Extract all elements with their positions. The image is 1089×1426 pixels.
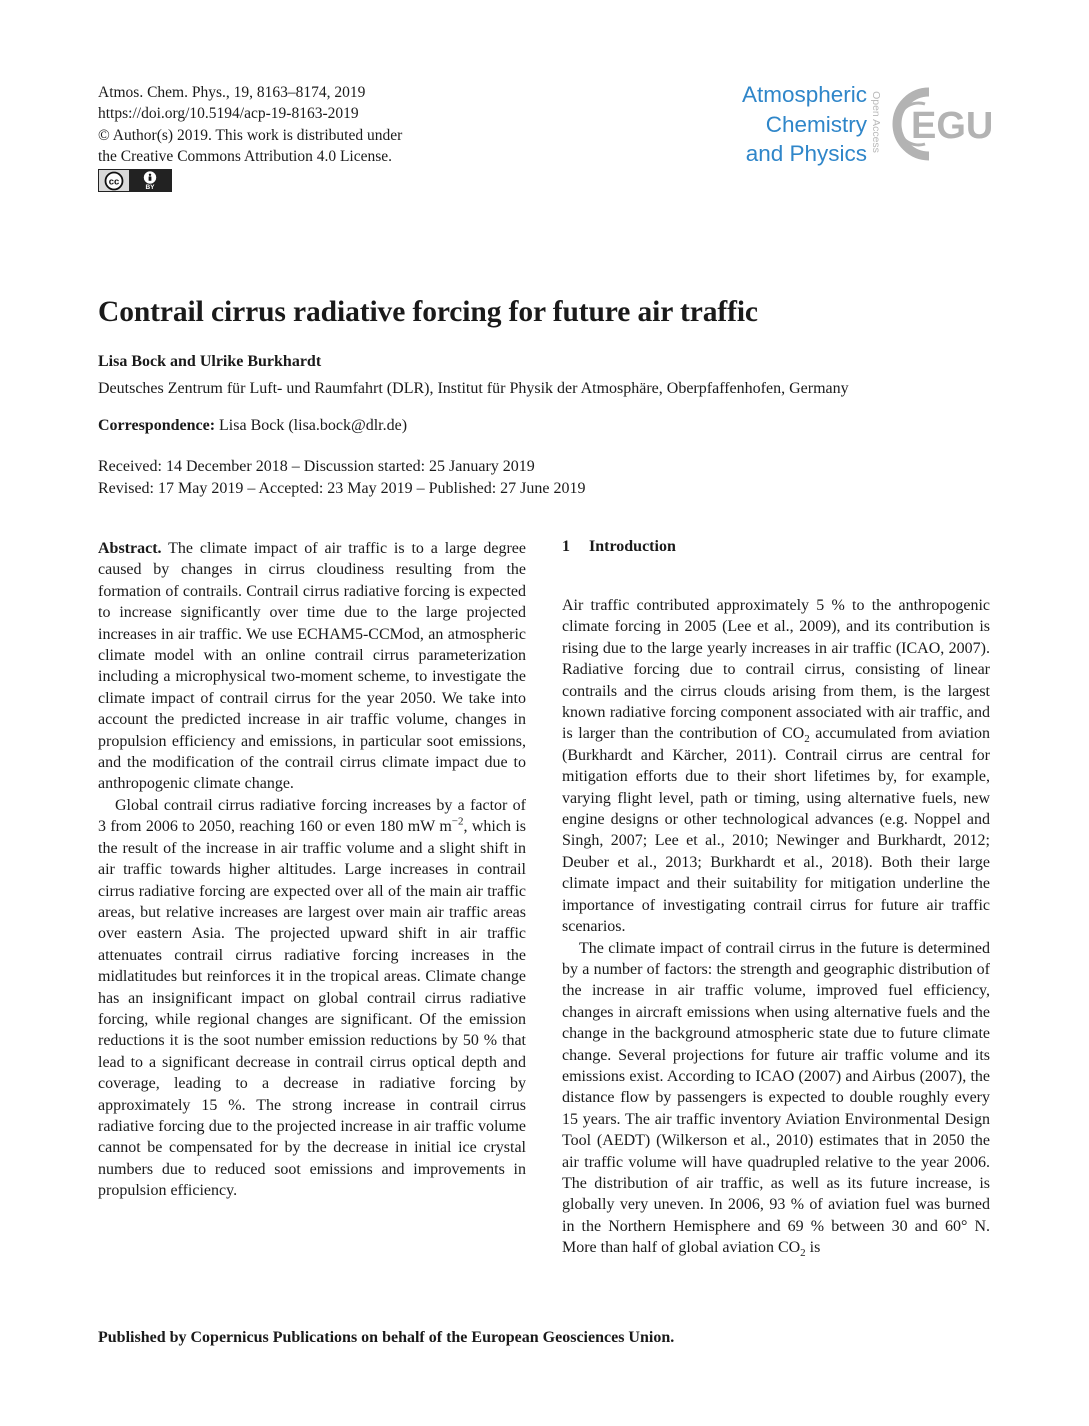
license-line: the Creative Commons Attribution 4.0 License. [98, 147, 393, 165]
by-label: BY [145, 183, 155, 191]
intro-paragraph-2: The climate impact of contrail cirrus in the future is determined by a number of factors: the strength and geographic distribution of the increase in air traffic volume, improved fuel efficiency, changes in aircraft emissions when using alternative fuels and the change in the background atmospheric state due to future climate change. Several projections for future air traffic volume and its emissions exist. According to ICAO (2007) and Airbus (2007), the distance flow by passengers is expected to double roughly every 15 years. The air traffic inventory Aviation Environmental Design Tool (AEDT) (Wilkerson et al., 2010) estimates that in 2050 the air traffic volume will have quadrupled relative to the year 2006. The distribution of air traffic, as well as its future increase, is globally very uneven. In 2006, 93 % of aviation fuel was burned in the Northern Hemisphere and 69 % between 30 and 60° N. More than half of global aviation $CO_2$ is [562, 939, 990, 1260]
abstract-label: Abstract. [98, 540, 162, 557]
open-access-label: Open Access [870, 91, 882, 153]
author-list: Lisa Bock and Ulrike Burkhardt [98, 353, 322, 370]
svg-text:cc: cc [108, 176, 120, 188]
intro-paragraph-1: Air traffic contributed approximately 5 % to the anthropogenic climate forcing in 2005 (Lee et al., 2009), and its contribution is rising due to the large yearly increases in air traffic (ICAO, 2007). Radiative forcing due to contrail cirrus, consisting of linear contrails and the cirrus clouds arising from them, is the largest known radiative forcing component associated with air traffic, and is larger than the contribution of $CO_2$ accumulated from aviation (Burkhardt and Kärcher, 2011). Contrail cirrus are central for mitigation efforts due to their short lifetimes by, for example, varying flight level, path or timing, using alternative fuels, new engine designs or other technological advances (e.g. Noppel and Singh, 2007; Lee et al., 2010; Newinger and Burkhardt, 2012; Deuber et al., 2013; Burkhardt et al., 2018). Both their large climate impact and their suitability for mitigation underline the importance of investigating contrail cirrus for future air traffic scenarios. [562, 597, 991, 936]
journal-name [742, 80, 867, 169]
section-number: 1 [562, 538, 570, 555]
doi-link[interactable]: https://doi.org/10.5194/acp-19-8163-2019 [98, 105, 359, 123]
introduction-body [562, 595, 990, 1259]
citation-block [98, 82, 402, 167]
by-attribution-icon [129, 170, 171, 191]
cc-by-license-badge[interactable] [98, 169, 172, 192]
correspondence-label: Correspondence: [98, 417, 216, 434]
affiliation: Deutsches Zentrum für Luft- und Raumfahrt (DLR), Institut für Physik der Atmosphäre, Oberpfaffenhofen, Germany [98, 380, 849, 397]
revised-dates: Revised: 17 May 2019 – Accepted: 23 May 2019 – Published: 27 June 2019 [98, 480, 586, 497]
publication-dates [98, 456, 586, 500]
copyright-line: © Author(s) 2019. This work is distributed under [98, 126, 403, 144]
received-dates: Received: 14 December 2018 – Discussion started: 25 January 2019 [98, 458, 535, 475]
journal-citation: Atmos. Chem. Phys., 19, 8163–8174, 2019 [98, 84, 366, 101]
section-heading-introduction [562, 538, 676, 556]
journal-name-line1: Atmospheric [741, 82, 867, 107]
abstract-paragraph-2: Global contrail cirrus radiative forcing increases by a factor of 3 from 2006 to 2050, reaching 160 or even 180 mW $m^{-2}$, which is the result of the increase in air traffic volume and a slight shift in air traffic towards higher altitudes. Large increases in contrail cirrus radiative forcing are expected over all of the main air traffic areas, but relative increases are largest over main air traffic areas over eastern Asia. The projected upward shift in air traffic attenuates contrail cirrus radiative forcing increases in the midlatitudes but reinforces it in the tropical areas. Climate change has an insignificant impact on global contrail cirrus radiative forcing, while regional changes are significant. Of the emission reductions it is the soot number emission reductions by 50 % that lead to a significant decrease in contrail cirrus optical depth and coverage, leading to a decrease in radiative forcing by approximately 15 %. The strong increase in contrail cirrus radiative forcing due to the projected increase in air traffic volume cannot be compensated for by the decrease in initial ice crystal numbers due to reduced soot emissions and improvements in propulsion efficiency. [98, 796, 527, 1200]
correspondence [98, 417, 407, 435]
publisher-footer: Published by Copernicus Publications on behalf of the European Geosciences Union. [98, 1329, 675, 1346]
paper-title: Contrail cirrus radiative forcing for future air traffic [98, 296, 758, 328]
journal-name-line2: Chemistry [765, 111, 867, 137]
abstract-paragraph-1: Abstract. The climate impact of air traffic is to a large degree caused by changes in cirrus cloudiness resulting from the formation of contrails. Contrail cirrus radiative forcing is expected to increase significantly over time due to the large projected increases in air traffic. We use ECHAM5-CCMod, an atmospheric climate model with an online contrail cirrus parameterization including a microphysical two-moment scheme, to investigate the climate impact of contrail cirrus for the year 2050. We take into account the predicted increase in air traffic volume, changes in propulsion efficiency and emissions, in particular soot emissions, and the modification of the contrail cirrus climate impact due to anthropogenic climate change. [98, 540, 526, 793]
svg-text:EGU: EGU [911, 105, 993, 147]
section-title: Introduction [589, 538, 676, 555]
abstract [98, 538, 526, 1202]
egu-logo [885, 84, 993, 171]
correspondence-contact[interactable]: Lisa Bock (lisa.bock@dlr.de) [219, 417, 408, 434]
journal-name-line3: and Physics [745, 141, 867, 166]
cc-icon [99, 170, 129, 191]
